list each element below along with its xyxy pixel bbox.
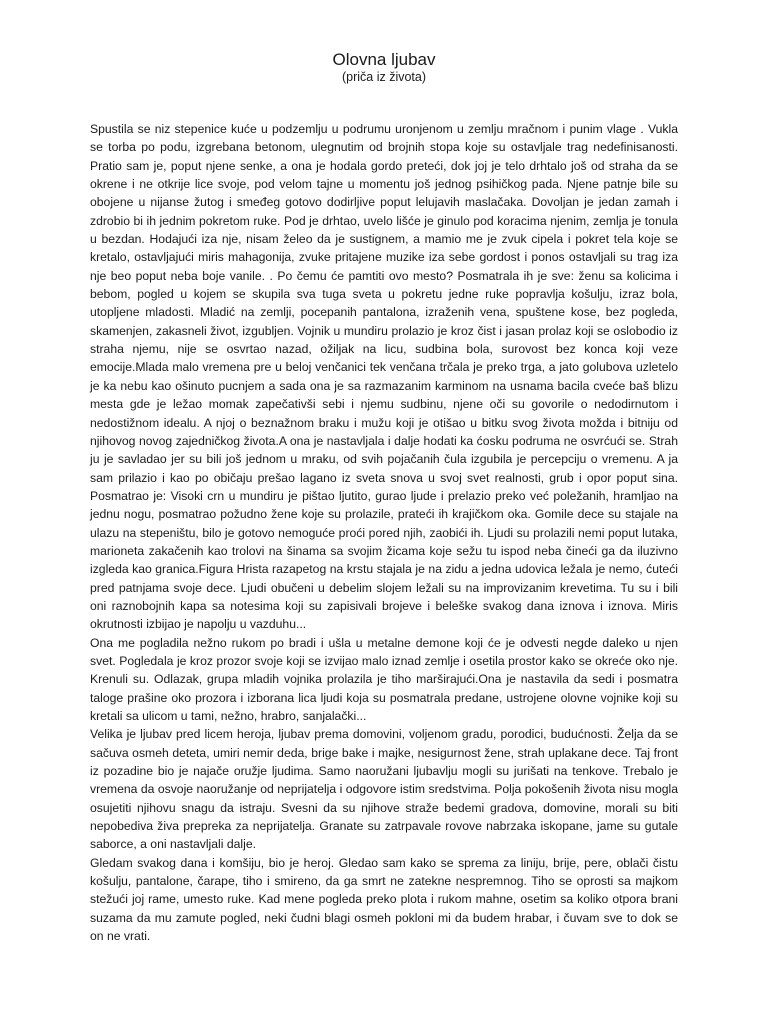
paragraph-2: Ona me pogladila nežno rukom po bradi i ušla u metalne demone koji će je odvesti negde daleko u njen svet. Pogledala je kroz prozor svoje koji se izvijao malo iznad zemlje i osetila prostor kako se okreće oko nje. Krenuli su. Odlazak, grupa mladih vojnika prolazila je tiho marširajući.Ona je nastavila da sedi i posmatra taloge prašine oko prozora i izborana lica ljudi koja su posmatrala predane, ustrojene olovne vojnike koji su kretali sa ulicom u tami, nežno, hrabro, sanjalački...: [90, 635, 678, 723]
document-subtitle: (priča iz života): [341, 70, 427, 84]
paragraph-3: Velika je ljubav pred licem heroja, ljubav prema domovini, voljenom gradu, porodici, budućnosti. Želja da se sačuva osmeh deteta, umiri nemir deda, brige bake i majke, nesigurnost žene, strah uplakane dece. Taj front iz pozadine bio je najače oružje ljudima. Samo naoružani ljubavlju mogli su jurišati na tenkove. Trebalo je vremena da osvoje naoružanje od neprijatelja i odgovore istim sredstvima. Polja pokošenih života nisu mogla osujetiti njihovu snagu da istraju. Svesni da su njihove straže bedemi gradova, domovine, morali su biti nepobediva živa prepreka za neprijatelja. Granate su zatrpavale rovove nabrzaka iskopane, jame su gutale saborce, a oni nastavljali dalje.: [90, 727, 678, 852]
document-title: Olovna ljubav: [332, 50, 436, 69]
document-body: [90, 120, 678, 945]
paragraph-4: Gledam svakog dana i komšiju, bio je heroj. Gledao sam kako se sprema za liniju, brije, pere, oblači čistu košulju, pantalone, čarape, tiho i smireno, da ga smrt ne zatekne nespremnog. Tiho se oprosti sa majkom stežući joj rame, umesto ruke. Kad mene pogleda preko plota i rukom mahne, osetim sa koliko otpora brani suzama da mu zamute pogled, neki čudni blagi osmeh pokloni mi da budem hrabar, i čuvam sve to dok se on ne vrati.: [90, 855, 678, 944]
paragraph-1: Spustila se niz stepenice kuće u podzemlju u podrumu uronjenom u zemlju mračnom i punim vlage . Vukla se torba po podu, izgrebana betonom, ulegnutim od brojnih stopa koje su ostavljale trag nedefinisanosti. Pratio sam je, poput njene senke, a ona je hodala gordo preteći, dok joj je telo drhtalo još od straha da se okrene i ne otkrije lice svoje, pod velom tajne u momentu još jednog psihičkog pada. Njene patnje bile su obojene u nijanse žutog i smeđeg gotovo dodirljive poput lelujavih maslačaka. Dovoljan je jedan zamah i zdrobio bi ih jednim pokretom ruke. Pod je drhtao, uvelo lišće je ginulo pod koracima njenim, zemlja je tonula u bezdan. Hodajući iza nje, nisam želeo da je sustignem, a mamio me je zvuk cipela i pokret tela koje se kretalo, ostavljajući miris mahagonija, zvuke pritajene muzike iza sebe gordost i ponos ostavljali su trag iza nje beo poput neba boje vanile. . Po čemu će pamtiti ovo mesto? Posmatrala ih je sve: ženu sa kolicima i bebom, pogled u kojem se skupila sva tuga sveta u pokretu jedne ruke popravlja košulju, izraz bola, utopljene mladosti. Mladić na zemlji, pocepanih pantalona, izraženih vena, spuštene kose, bez pogleda, skamenjen, zakasneli život, izgubljen. Vojnik u mundiru prolazio je kroz čist i jasan prolaz koji se oslobodio iz straha njemu, nije se osvrtao nazad, ožiljak na licu, sudbina bola, surovost bez konca koji veze emocije.Mlada malo vremena pre u beloj venčanici tek venčana trčala je preko trga, a jato golubova uzletelo je ka nebu kao ošinuto pucnjem a sada ona je sa razmazanim karminom na usnama bacila cveće baš blizu mesta gde je ležao momak zapečativši sebi i njemu sudbinu, njene oči su govorile o nedodirnutom i nedostižnom idealu. A njoj o beznažnom braku i mužu koji je otišao u bitku svog života možda i bitniju od njihovog novog zajedničkog života.A ona je nastavljala i dalje hodati ka ćosku podruma ne osvrćući se. Strah ju je savladao jer su bili još jednom u mraku, od svih pojačanih čula izgubila je percepciju o vremenu. A ja sam prilazio i kao po običaju prešao lagano iz sveta snova u svoj svet realnosti, grub i opor poput sina. Posmatrao je: Visoki crn u mundiru je pištao ljutito, gurao ljude i prelazio preko već poležanih, hramljao na jednu nogu, posmatrao požudno žene koje su prolazile, prateći ih krajičkom oka. Gomile dece su stajale na ulazu na stepeništu, bilo je gotovo nemoguće proći pored njih, zaobići ih. Ljudi su prolazili nemi poput lutaka, marioneta zakačenih kao trolovi na šinama sa svojim žicama koje sežu tu ispod neba čineći ga da iluzivno izgleda kao granica.Figura Hrista razapetog na krstu stajala je na zidu a jedna udovica ležala je nemo, ćuteći pred patnjama svoje dece. Ljudi obučeni u debelim slojem ležali su na improvizanim krevetima. Tu su i bili oni raznobojnih kapa sa notesima koji su zapisivali brojeve i beleške svakog dana iznova i iznova. Miris okrutnosti izbijao je napolju u vazduhu...: [90, 122, 678, 632]
